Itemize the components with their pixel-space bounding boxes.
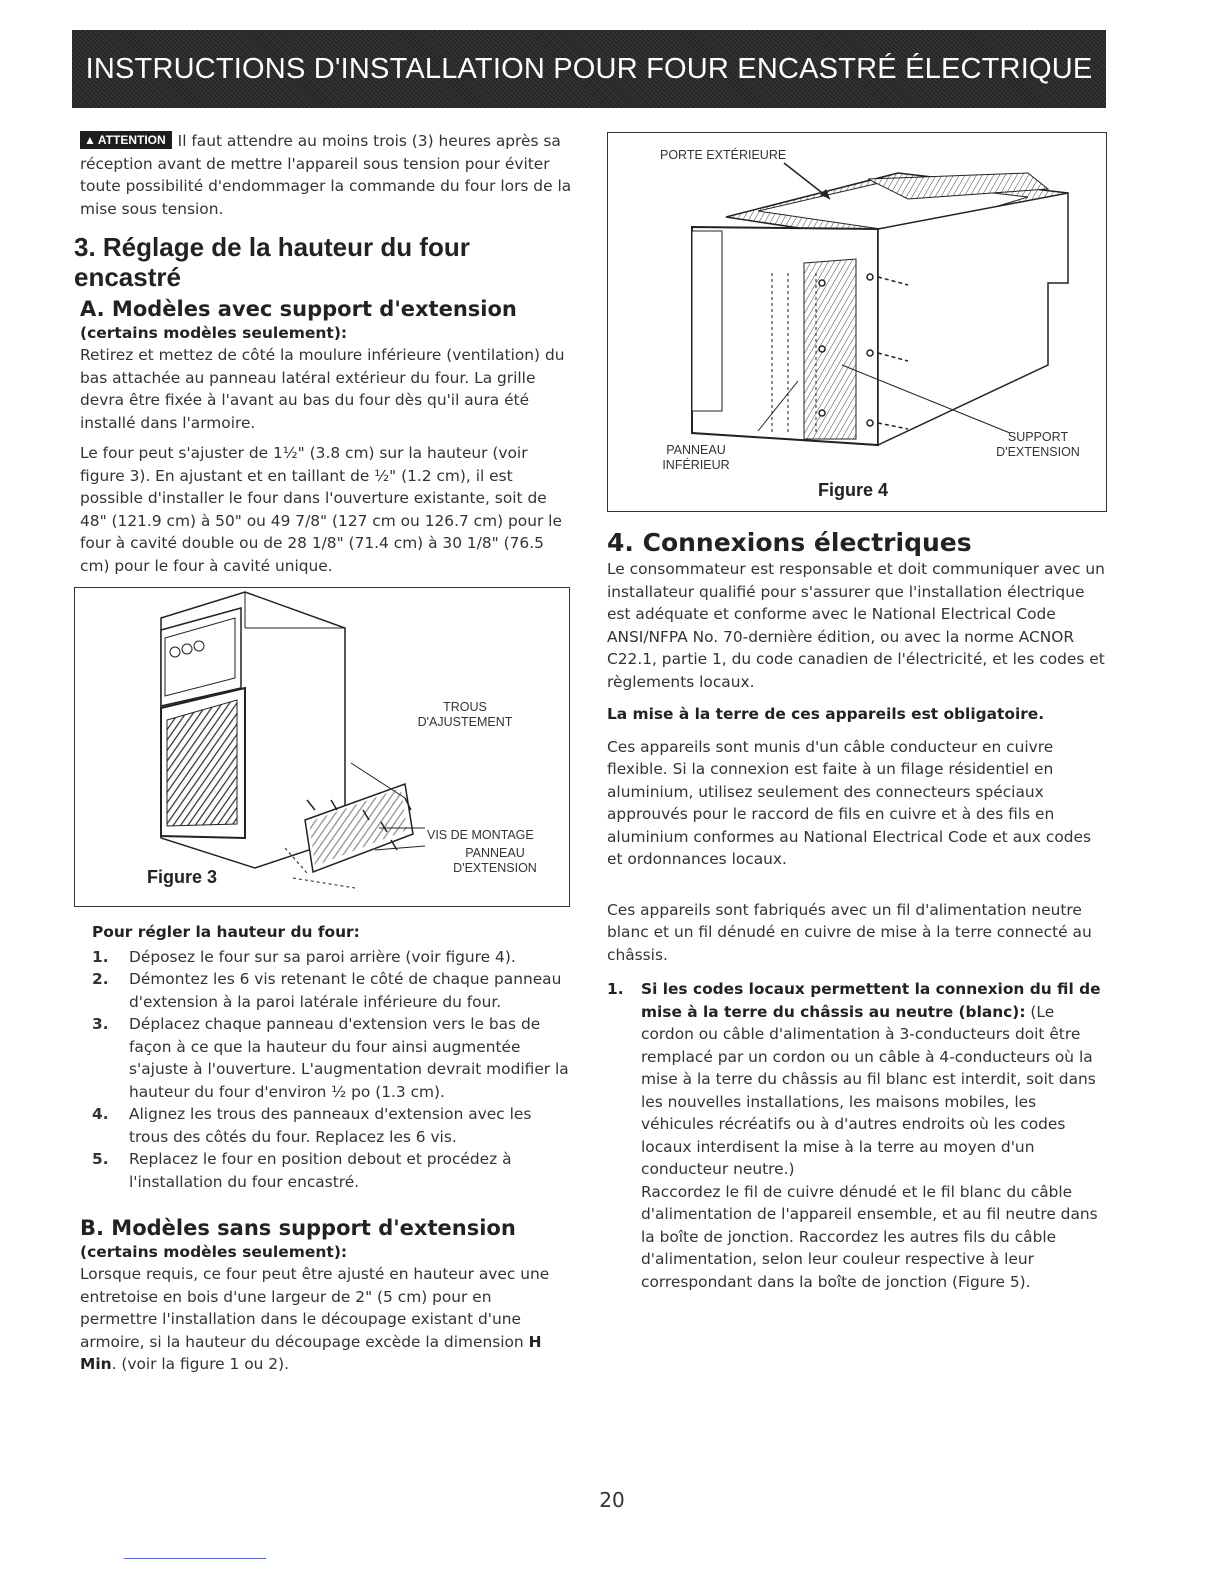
section3b-text-2: . (voir la figure 1 ou 2). [111, 1355, 289, 1373]
section4-title: 4. Connexions électriques [607, 528, 972, 557]
section3b-paragraph [80, 1263, 572, 1376]
section3b-subtitle: (certains modèles seulement): [80, 1243, 348, 1261]
item-1-text: (Le cordon ou câble d'alimentation à 3-conducteurs doit être remplacé par un cordon ou un câble à 4-conducteurs où la mise à la terre du châssis au fil blanc est interdit, soit dans les nouvelles installations, les maisons mobiles, les véhicules récréatifs ou à d'autres endroits où les codes locaux interdisent la mise à la terre au moyen d'un conducteur neutre.) [641, 1002, 1096, 1178]
section3-title: 3. Réglage de la hauteur du four encastré [74, 232, 470, 292]
section3b-title: B. Modèles sans support d'extension [80, 1216, 516, 1240]
figure-4 [607, 132, 1107, 512]
attention-badge [80, 131, 172, 149]
step-number: 4. [92, 1105, 109, 1123]
step-text: Déposez le four sur sa paroi arrière (voir figure 4). [129, 947, 516, 966]
figure-4-label-panel: PANNEAU INFÉRIEUR [662, 443, 730, 472]
attention-text: Il faut attendre au moins trois (3) heures après sa réception avant de mettre l'appareil sous tension pour éviter toute possibilité d'endommager la commande du four lors de la mise sous tension. [80, 132, 572, 218]
left-column [74, 130, 572, 1376]
warning-icon: ▲ [84, 133, 96, 147]
step-text: Replacez le four en position debout et procédez à l'installation du four encastré. [129, 1150, 512, 1191]
section4-item-1 [607, 978, 1107, 1293]
step-item [74, 1013, 572, 1103]
figure-3-label-panel: PANNEAU D'EXTENSION [453, 846, 537, 875]
steps-list [74, 946, 572, 1194]
attention-paragraph [80, 130, 572, 220]
step-number: 2. [92, 970, 109, 988]
section4-paragraph-1: Le consommateur est responsable et doit communiquer avec un installateur qualifié pour s'assurer que l'installation électrique est adéquate et conforme avec le National Electrical Code ANSI/NFPA No. 70-dernière édition, ou avec la norme ACNOR C22.1, partie 1, du code canadien de l'électricité, et les codes et règlements locaux. [607, 560, 1105, 691]
item-1-number: 1. [607, 980, 624, 998]
page-banner: INSTRUCTIONS D'INSTALLATION POUR FOUR ENCASTRÉ ÉLECTRIQUE [72, 30, 1106, 108]
step-text: Déplacez chaque panneau d'extension vers le bas de façon à ce que la hauteur du four ainsi augmentée s'ajuste à l'ouverture. L'augmentation devrait modifier la hauteur du four d'environ ½ po (1.3 cm). [129, 1015, 569, 1101]
step-number: 5. [92, 1150, 109, 1168]
figure-3 [74, 587, 570, 907]
figure-3-caption: Figure 3 [147, 867, 218, 887]
step-item [74, 946, 572, 969]
steps-title: Pour régler la hauteur du four: [92, 923, 360, 941]
section4-paragraph-3: Ces appareils sont fabriqués avec un fil d'alimentation neutre blanc et un fil dénudé en cuivre de mise à la terre connecté au châssis. [607, 900, 1092, 964]
step-text: Démontez les 6 vis retenant le côté de chaque panneau d'extension à la paroi latérale inférieure du four. [129, 970, 562, 1011]
section4-paragraph-2: Ces appareils sont munis d'un câble conducteur en cuivre flexible. Si la connexion est faite à un filage résidentiel en aluminium, utilisez seulement des connecteurs spéciaux approuvés pour le raccord de fils en cuivre et à des fils en aluminium conformes au National Electrical Code et aux codes et ordonnances locaux. [607, 737, 1092, 868]
figure-4-caption: Figure 4 [818, 480, 889, 500]
figure-3-label-holes: TROUS D'AJUSTEMENT [417, 700, 513, 729]
step-item [74, 1148, 572, 1193]
figure-4-label-support: SUPPORT D'EXTENSION [996, 430, 1080, 459]
section4-ground-note: La mise à la terre de ces appareils est obligatoire. [607, 705, 1045, 723]
step-item [74, 1103, 572, 1148]
step-number: 1. [92, 947, 109, 966]
right-column [607, 132, 1107, 1293]
step-item [74, 968, 572, 1013]
figure-3-label-screws: VIS DE MONTAGE [427, 828, 534, 842]
step-number: 3. [92, 1015, 109, 1033]
section3a-title: A. Modèles avec support d'extension [80, 297, 517, 321]
step-text: Alignez les trous des panneaux d'extension avec les trous des côtés du four. Replacez les 6 vis. [129, 1105, 532, 1146]
section3a-paragraph-2: Le four peut s'ajuster de 1½" (3.8 cm) sur la hauteur (voir figure 3). En ajustant et en taillant de ½" (1.2 cm), il est possible d'installer le four dans l'ouverture existante, soit de 48" (121.9 cm) à 50" ou 49 7/8" (127 cm ou 126.7 cm) pour le four à cavité double ou de 28 1/8" (71.4 cm) à 30 1/8" (76.5 cm) pour le four à cavité unique. [80, 444, 562, 575]
section3b-text-1: Lorsque requis, ce four peut être ajusté en hauteur avec une entretoise en bois d'une largeur de 2" (5 cm) pour en permettre l'installation dans le découpage existant d'une armoire, si la hauteur du découpage excède la dimension [80, 1265, 550, 1351]
footer-rule [124, 1558, 266, 1559]
figure-4-label-door: PORTE EXTÉRIEURE [660, 148, 787, 162]
item-1-bold: Si les codes locaux permettent la connexion du fil de mise à la terre du châssis au neutre (blanc): [641, 980, 1101, 1021]
attention-label: ATTENTION [97, 133, 166, 147]
section3a-paragraph-1: Retirez et mettez de côté la moulure inférieure (ventilation) du bas attachée au panneau latéral extérieur du four. La grille devra être fixée à l'avant au bas du four dès qu'il aura été installé dans l'armoire. [80, 346, 565, 432]
page-number: 20 [599, 1488, 625, 1512]
item-1-text-2: Raccordez le fil de cuivre dénudé et le fil blanc du câble d'alimentation de l'appareil ensemble, et au fil neutre dans la boîte de jonction. Raccordez les autres fils du câble d'alimentation, selon leur couleur respective à leur correspondant dans la boîte de jonction (Figure 5). [641, 1182, 1098, 1291]
section3a-subtitle: (certains modèles seulement): [80, 324, 348, 342]
section3b-bold: H Min [80, 1332, 542, 1373]
